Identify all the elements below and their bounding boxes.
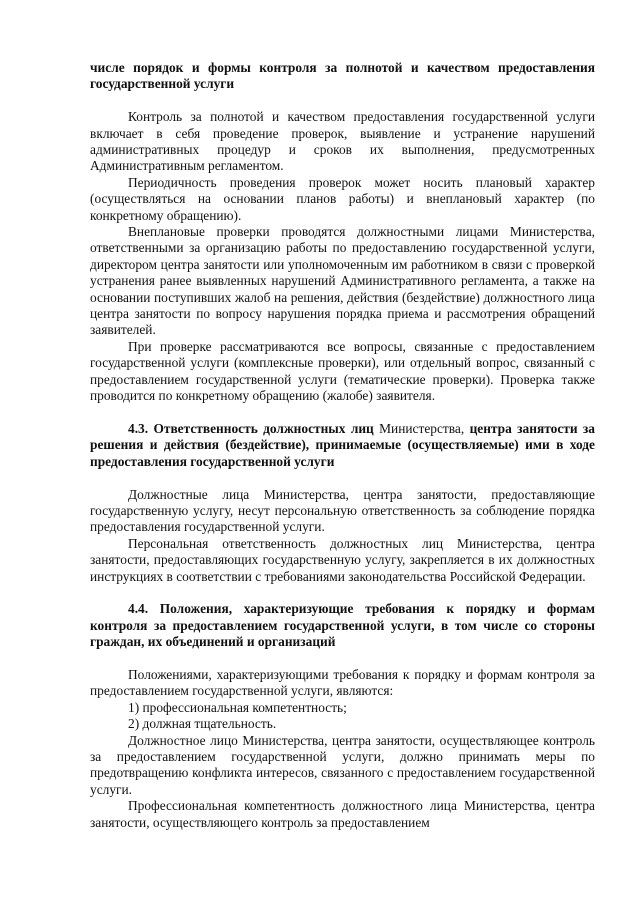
paragraph-inspection-scope: При проверке рассматриваются все вопросы, связанные с предоставлением государственной услуги (комплексные проверки), или отдельный вопрос, связанный с предоставлением государственной услуги (тематические проверки). Проверка также проводится по конкретному обращению (жалобе) заявителя.: [90, 338, 595, 404]
spacer: [90, 405, 595, 421]
paragraph-professional-competence: Профессиональная компетентность должностного лица Министерства, центра занятости, осуществляющего контроль за предоставлением: [90, 798, 595, 830]
spacer: [90, 93, 595, 109]
section-heading-4-4: 4.4. Положения, характеризующие требования к порядку и формам контроля за предоставлением государственной услуги, в том числе со стороны граждан, их объединений и организаций: [90, 601, 595, 650]
paragraph-conflict-of-interest: Должностное лицо Министерства, центра занятости, осуществляющее контроль за предоставлением государственной услуги, должно принимать меры по предотвращению конфликта интересов, связанного с предоставлением государственной услуги.: [90, 732, 595, 797]
paragraph-unscheduled-inspections: Внеплановые проверки проводятся должностными лицами Министерства, ответственными за организацию работы по предоставлению государственной услуги, директором центра занятости или уполномоченным им работником в связи с проверкой устранения ранее выявленных нарушений Административного регламента, а также на основании поступивших жалоб на решения, действия (бездействие) должностного лица центра занятости по вопросу нарушения порядка приема и рассмотрения обращений заявителей.: [90, 224, 595, 338]
spacer: [90, 651, 595, 667]
heading-4-3-part1: 4.3. Ответственность должностных лиц: [128, 420, 374, 436]
heading-4-3-part2: Министерства,: [373, 420, 470, 436]
list-item-diligence: 2) должная тщательность.: [128, 716, 277, 732]
paragraph-inspection-frequency: Периодичность проведения проверок может носить плановый характер (осуществляться на основании планов работы) и внеплановый характер (по конкретному обращению).: [90, 174, 595, 223]
spacer: [90, 470, 595, 486]
document-page: [90, 60, 595, 831]
spacer: [90, 585, 595, 601]
paragraph-control-requirements: Положениями, характеризующими требования к порядку и формам контроля за предоставлением государственной услуги, являются:: [90, 666, 595, 699]
intro-bold-continuation: числе порядок и формы контроля за полнотой и качеством предоставления государственной услуги: [90, 60, 595, 92]
list-item-competence: 1) профессиональная компетентность;: [128, 699, 347, 715]
heading-4-3-part3: центра занятости за решения и действия (бездействие), принимаемые (осуществляемые) ими в ходе предоставления государственной услуги: [90, 420, 595, 469]
paragraph-personal-responsibility: Должностные лица Министерства, центра занятости, предоставляющие государственную услугу, несут персональную ответственность за соблюдение порядка предоставления государственной услуги.: [90, 486, 595, 535]
section-heading-4-3: [90, 421, 595, 470]
paragraph-control-scope: Контроль за полнотой и качеством предоставления государственной услуги включает в себя проведение проверок, выявление и устранение нарушений административных процедур и сроков их выполнения, предусмотренных Административным регламентом.: [90, 109, 595, 174]
paragraph-responsibility-instructions: Персональная ответственность должностных лиц Министерства, центра занятости, предоставляющих государственную услугу, закрепляется в их должностных инструкциях в соответствии с требованиями законодательства Российской Федерации.: [90, 535, 595, 584]
